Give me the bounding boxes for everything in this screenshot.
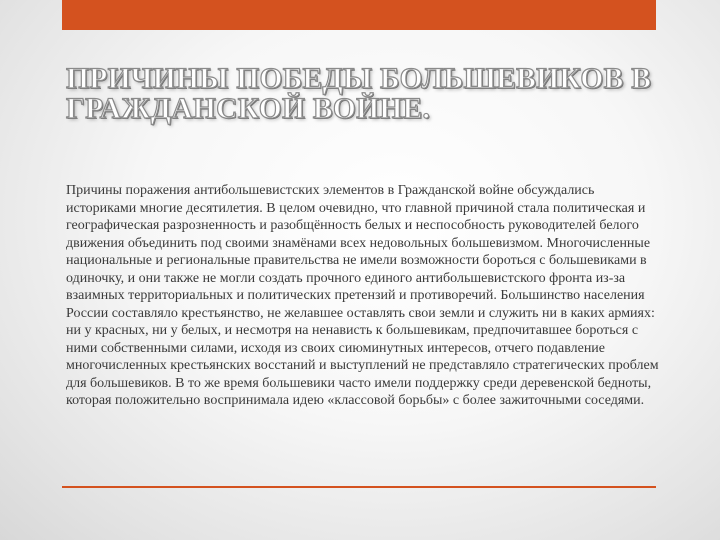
slide-title: ПРИЧИНЫ ПОБЕДЫ БОЛЬШЕВИКОВ В ГРАЖДАНСКОЙ ВОЙНЕ. xyxy=(66,63,652,125)
top-accent-bar xyxy=(62,0,656,30)
slide-body-text: Причины поражения антибольшевистских элементов в Гражданской войне обсуждались историками многие десятилетия. В целом очевидно, что главной причиной стала политическая и географическая разрозненность и разобщённость белых и неспособность руководителей белого движения объединить под своими знамёнами всех недовольных большевизмом. Многочисленные национальные и региональные правительства не имели возможности бороться с большевиками в одиночку, и они также не могли создать прочного единого антибольшевистского фронта из-за взаимных территориальных и политических претензий и противоречий. Большинство населения России составляло крестьянство, не желавшее оставлять свои земли и служить ни в каких армиях: ни у красных, ни у белых, и несмотря на ненависть к большевикам, предпочитавшее бороться с ними собственными силами, исходя из своих сиюминутных интересов, отчего подавление многочисленных крестьянских восстаний и выступлений не представляло стратегических проблем для большевиков. В то же время большевики часто имели поддержку среди деревенской бедноты, которая положительно воспринимала идею «классовой борьбы» с более зажиточными соседями. xyxy=(66,183,659,408)
bottom-accent-line xyxy=(62,486,656,488)
